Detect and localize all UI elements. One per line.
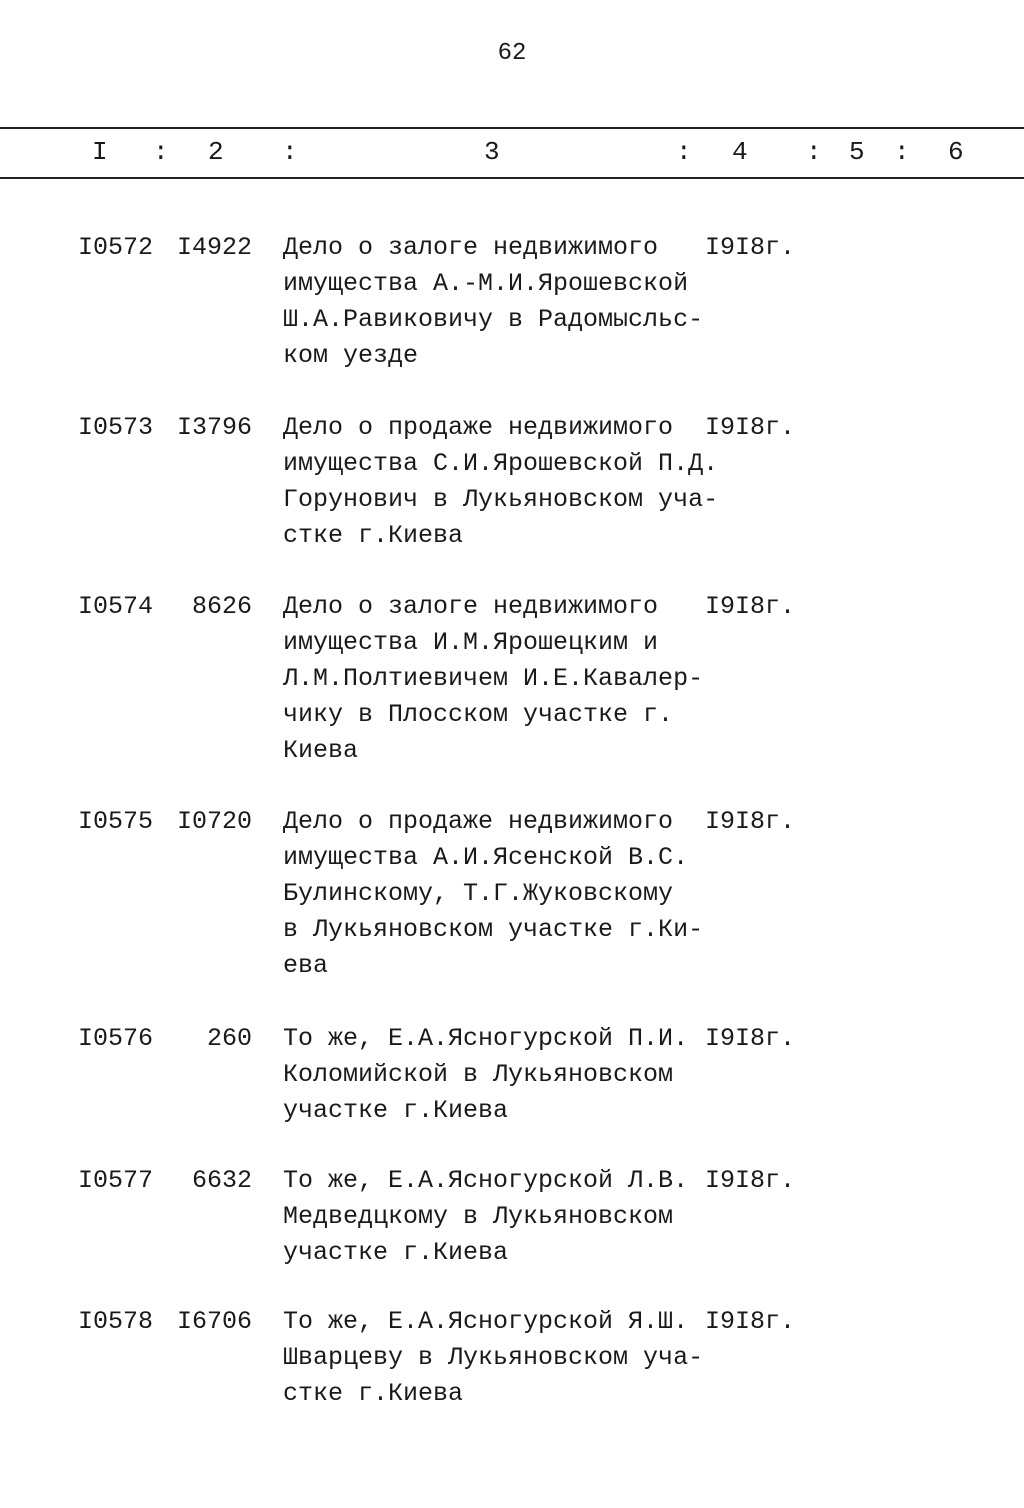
record-code: 8626 bbox=[191, 592, 252, 621]
description-line: Дело о залоге недвижимого bbox=[283, 592, 659, 621]
description-line: ком уезде bbox=[283, 341, 419, 370]
record-year: I9I8г. bbox=[705, 1024, 796, 1053]
column-header-4: 4 bbox=[732, 137, 748, 167]
description-line: стке г.Киева bbox=[283, 1379, 464, 1408]
column-header-2: 2 bbox=[208, 137, 224, 167]
column-separator: : bbox=[282, 137, 298, 167]
description-line: То же, Е.А.Ясногурской П.И. bbox=[283, 1024, 689, 1053]
description-line: То же, Е.А.Ясногурской Л.В. bbox=[283, 1166, 689, 1195]
description-line: Коломийской в Лукьяновском bbox=[283, 1060, 674, 1089]
page-number: 62 bbox=[497, 40, 527, 67]
description-line: Булинскому, Т.Г.Жуковскому bbox=[283, 879, 674, 908]
description-line: Дело о продаже недвижимого bbox=[283, 413, 674, 442]
record-year: I9I8г. bbox=[705, 413, 796, 442]
record-code: I0720 bbox=[176, 807, 252, 836]
column-separator: : bbox=[806, 137, 822, 167]
column-header-5: 5 bbox=[849, 137, 865, 167]
description-line: Л.М.Полтиевичем И.Е.Кавалер- bbox=[283, 664, 704, 693]
description-line: Дело о залоге недвижимого bbox=[283, 233, 659, 262]
record-number: I0572 bbox=[78, 233, 154, 262]
record-description bbox=[283, 589, 703, 769]
record-number: I0573 bbox=[78, 413, 154, 442]
description-line: Ш.А.Равиковичу в Радомысльс- bbox=[283, 305, 704, 334]
record-code: 260 bbox=[206, 1024, 252, 1053]
description-line: стке г.Киева bbox=[283, 521, 464, 550]
record-description bbox=[283, 1021, 688, 1129]
record-year: I9I8г. bbox=[705, 1166, 796, 1195]
record-code: 6632 bbox=[191, 1166, 252, 1195]
description-line: участке г.Киева bbox=[283, 1238, 509, 1267]
description-line: в Лукьяновском участке г.Ки- bbox=[283, 915, 704, 944]
record-year: I9I8г. bbox=[705, 592, 796, 621]
header-rule-bottom bbox=[0, 177, 1024, 179]
record-number: I0576 bbox=[78, 1024, 154, 1053]
record-description bbox=[283, 230, 703, 374]
record-number: I0577 bbox=[78, 1166, 154, 1195]
column-separator: : bbox=[894, 137, 910, 167]
record-code: I3796 bbox=[176, 413, 252, 442]
column-header-6: 6 bbox=[948, 137, 964, 167]
description-line: имущества А.-М.И.Ярошевской bbox=[283, 269, 689, 298]
record-number: I0574 bbox=[78, 592, 154, 621]
description-line: То же, Е.А.Ясногурской Я.Ш. bbox=[283, 1307, 689, 1336]
description-line: чику в Плосском участке г. bbox=[283, 700, 674, 729]
column-separator: : bbox=[153, 137, 169, 167]
column-header-1: I bbox=[92, 137, 108, 167]
description-line: имущества И.М.Ярошецким и bbox=[283, 628, 659, 657]
description-line: ева bbox=[283, 951, 329, 980]
description-line: участке г.Киева bbox=[283, 1096, 509, 1125]
record-description bbox=[283, 1304, 703, 1412]
column-header-3: 3 bbox=[484, 137, 500, 167]
header-rule-top bbox=[0, 127, 1024, 129]
description-line: имущества А.И.Ясенской В.С. bbox=[283, 843, 689, 872]
record-description bbox=[283, 804, 703, 984]
record-code: I4922 bbox=[176, 233, 252, 262]
description-line: Шварцеву в Лукьяновском уча- bbox=[283, 1343, 704, 1372]
description-line: Горунович в Лукьяновском уча- bbox=[283, 485, 719, 514]
record-year: I9I8г. bbox=[705, 807, 796, 836]
record-year: I9I8г. bbox=[705, 233, 796, 262]
column-separator: : bbox=[676, 137, 692, 167]
description-line: имущества С.И.Ярошевской П.Д. bbox=[283, 449, 719, 478]
record-year: I9I8г. bbox=[705, 1307, 796, 1336]
description-line: Медведцкому в Лукьяновском bbox=[283, 1202, 674, 1231]
description-line: Дело о продаже недвижимого bbox=[283, 807, 674, 836]
record-code: I6706 bbox=[176, 1307, 252, 1336]
record-description bbox=[283, 410, 718, 554]
description-line: Киева bbox=[283, 736, 359, 765]
record-description bbox=[283, 1163, 688, 1271]
record-number: I0575 bbox=[78, 807, 154, 836]
record-number: I0578 bbox=[78, 1307, 154, 1336]
